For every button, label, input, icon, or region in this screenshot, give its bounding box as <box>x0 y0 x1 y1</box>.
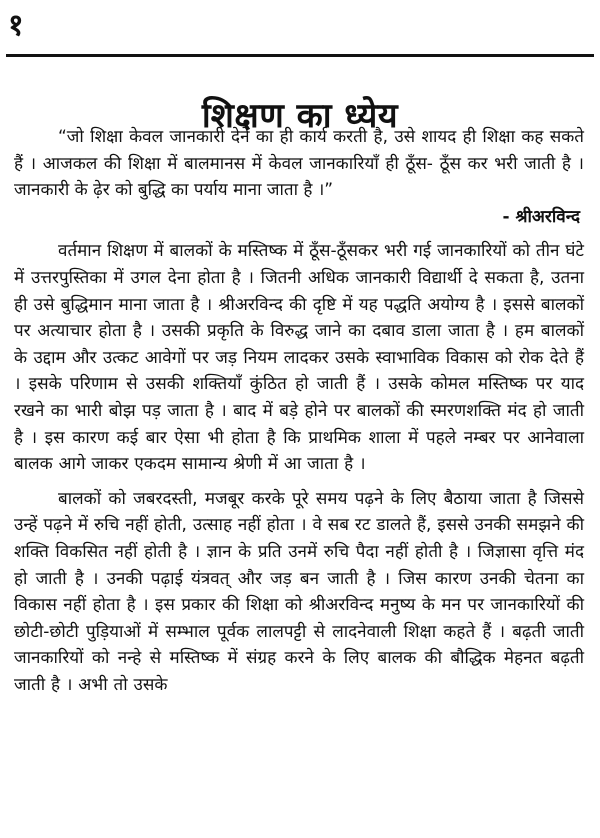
paragraph-1: वर्तमान शिक्षण में बालकों के मस्तिष्क में ठूँस-ठूँसकर भरी गई जानकारियों को तीन घंटे में उत्तरपुस्तिका में उगल देना होता है । जितनी अधिक जानकारी विद्यार्थी दे सकता है, उतना ही उसे बुद्धिमान माना जाता है । श्रीअरविन्द की दृष्टि में यह पद्धति अयोग्य है । इससे बालकों पर अत्याचार होता है । उसकी प्रकृति के विरुद्ध जाने का दबाव डाला जाता है । हम बालकों के उद्दाम और उत्कट आवेगों पर जड़ नियम लादकर उसके स्वाभाविक विकास को रोक देते हैं । इसके परिणाम से उसकी शक्तियाँ कुंठित हो जाती हैं । उसके कोमल मस्तिष्क पर याद रखने का भारी बोझ पड़ जाता है । बाद में बड़े होने पर बालकों की स्मरणशक्ति मंद हो जाती है । इस कारण कई बार ऐसा भी होता है कि प्राथमिक शाला में पहले नम्बर पर आनेवाला बालक आगे जाकर एकदम सामान्य श्रेणी में आ जाता है । <box>14 241 584 475</box>
epigraph-author: - श्रीअरविन्द <box>502 206 580 227</box>
header-rule <box>6 54 594 57</box>
body-text <box>14 124 584 698</box>
page-number: १ <box>8 8 24 43</box>
paragraph-2: बालकों को जबरदस्ती, मजबूर करके पूरे समय पढ़ने के लिए बैठाया जाता है जिससे उन्हें पढ़ने में रुचि नहीं होती, उत्साह नहीं होता । वे सब रट डालते हैं, इससे उनकी समझने की शक्ति विकसित नहीं होती है । ज्ञान के प्रति उनमें रुचि पैदा नहीं होती है । जिज्ञासा वृत्ति मंद हो जाती है । उनकी पढ़ाई यंत्रवत् और जड़ बन जाती है । जिस कारण उनकी चेतना का विकास नहीं होता है । इस प्रकार की शिक्षा को श्रीअरविन्द मनुष्य के मन पर जानकारियों की छोटी-छोटी पुड़ियाओं में सम्भाल पूर्वक लालपट्टी से लादनेवाली शिक्षा कहते हैं । बढ़ती जाती जानकारियों को नन्हे से मस्तिष्क में संग्रह करने के लिए बालक की बौद्धिक मेहनत बढ़ती जाती है । अभी तो उसके <box>14 488 584 695</box>
chapter-title: शिक्षण का ध्येय <box>201 95 399 136</box>
epigraph-quote: “जो शिक्षा केवल जानकारी देने का ही कार्य करती है, उसे शायद ही शिक्षा कह सकते हैं । आजकल की शिक्षा में बालमानस में केवल जानकारियाँ ही ठूँस- ठूँस कर भरी जाती है । जानकारी के ढ़ेर को बुद्धि का पर्याय माना जाता है ।” <box>14 127 584 201</box>
